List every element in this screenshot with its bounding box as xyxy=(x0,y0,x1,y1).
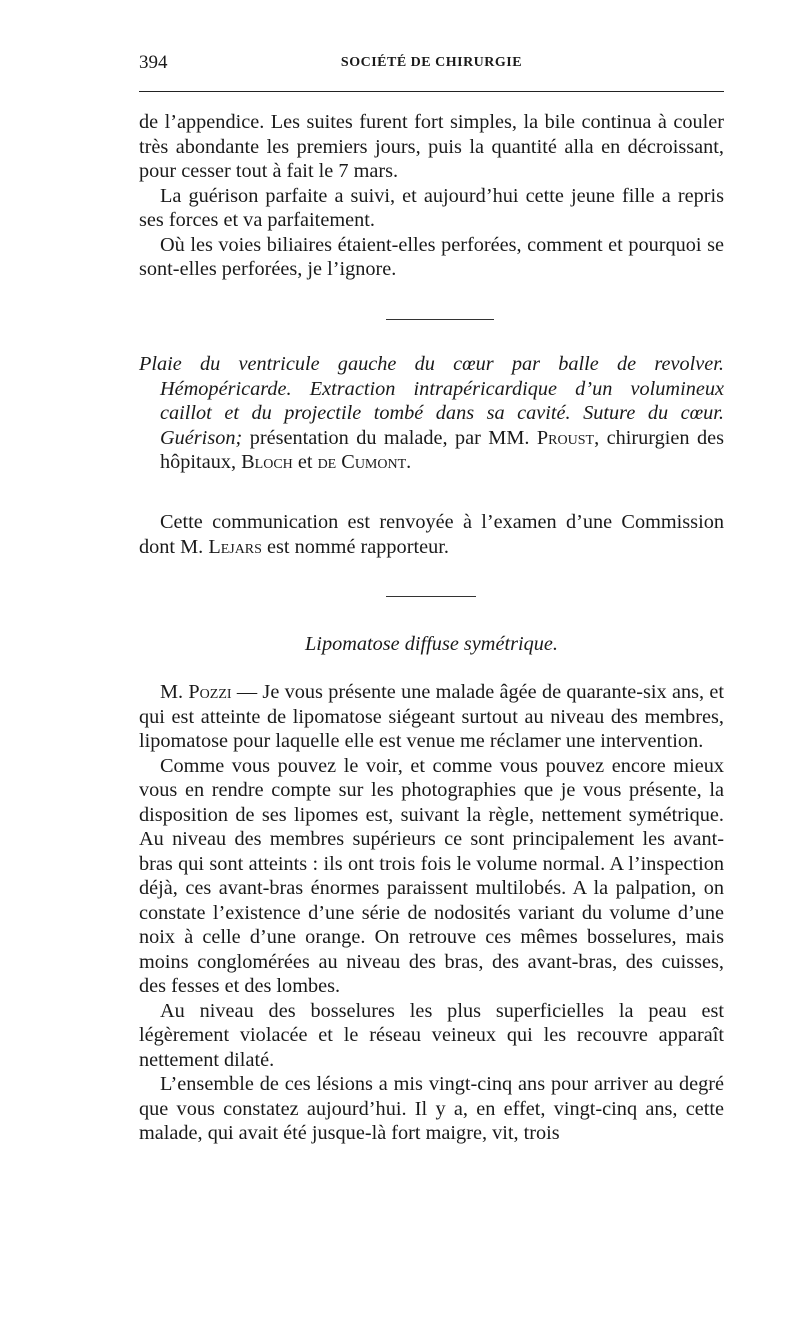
section-divider xyxy=(386,596,476,597)
running-title: SOCIÉTÉ DE CHIRURGIE xyxy=(340,55,523,70)
title-roman: présentation du malade, par MM. xyxy=(249,426,530,449)
running-header xyxy=(139,52,724,76)
paragraph: Comme vous pouvez le voir, et comme vous pouvez encore mieux vous en rendre compte sur les photographies que je vous présente, la disposition de ses lipomes est, suivant la règle, nettement symétrique. Au niveau des membres supérieurs ce sont principalement les avant-bras qui sont atteints : ils ont trois fois le volume normal. A l’inspection déjà, ces avant-bras énormes paraissent multilobés. A la palpation, on constate l’existence d’une série de nodosités variant du volume d’une noix à celle d’une orange. On retrouve ces mêmes bosselures, mais moins conglomérées au niveau des bras, des avant-bras, des cuisses, des fesses et des lombes. xyxy=(139,754,724,997)
plaie-title xyxy=(139,352,724,475)
speaker-prefix: M. xyxy=(160,681,184,703)
title-end: . xyxy=(406,451,412,473)
communication-text: Cette communication est renvoyée à l’examen d’une Commission dont M. xyxy=(139,511,724,558)
paragraph-text: — Je vous présente une malade âgée de quarante-six ans, et qui est atteinte de lipomatose siégeant surtout au niveau des membres, lipomatose pour laquelle elle est venue me réclamer une intervention. xyxy=(139,681,724,752)
conjunction: et xyxy=(297,451,313,473)
title-italic: Plaie du ventricule gauche du cœur par balle de revolver. Hémopéricarde. Extraction intrapéricardique d’un volumineux caillot et du projectile tombé dans sa cavité. Suture du cœur. Guérison; xyxy=(139,353,724,449)
paragraph: L’ensemble de ces lésions a mis vingt-cinq ans pour arriver au degré que vous constatez aujourd’hui. Il y a, en effet, vingt-cinq ans, cette malade, qui avait été jusque-là fort maigre, vit, trois xyxy=(139,1073,724,1144)
lipomatose-body xyxy=(139,680,724,1146)
author-suffix: , chirurgien des hôpitaux, xyxy=(160,426,725,473)
header-rule xyxy=(139,91,724,92)
page-number: 394 xyxy=(139,52,168,73)
author-name: Bloch xyxy=(241,451,293,473)
section-heading: Lipomatose diffuse symétrique. xyxy=(305,633,558,655)
paragraph: Au niveau des bosselures les plus superficielles la peau est légèrement violacée et le réseau veineux qui les recouvre apparaît nettement dilaté. xyxy=(139,999,724,1071)
paragraph xyxy=(139,510,724,559)
section-divider xyxy=(386,319,494,320)
paragraph: de l’appendice. Les suites furent fort simples, la bile continua à couler très abondante les premiers jours, puis la quantité alla en décroissant, pour cesser tout à fait le 7 mars. xyxy=(139,111,724,182)
paragraph xyxy=(139,680,724,754)
communication-note xyxy=(139,510,724,559)
first-section xyxy=(139,110,724,282)
rapporteur-name: Lejars xyxy=(208,535,262,558)
author-name: Proust xyxy=(536,426,595,449)
paragraph: La guérison parfaite a suivi, et aujourd’hui cette jeune fille a repris ses forces et va parfaitement. xyxy=(139,184,724,231)
author-name: de Cumont xyxy=(317,451,407,473)
speaker-name: Pozzi xyxy=(188,681,232,703)
paragraph: Où les voies biliaires étaient-elles perforées, comment et pourquoi se sont-elles perforées, je l’ignore. xyxy=(139,233,724,280)
communication-text-end: est nommé rapporteur. xyxy=(267,535,449,558)
